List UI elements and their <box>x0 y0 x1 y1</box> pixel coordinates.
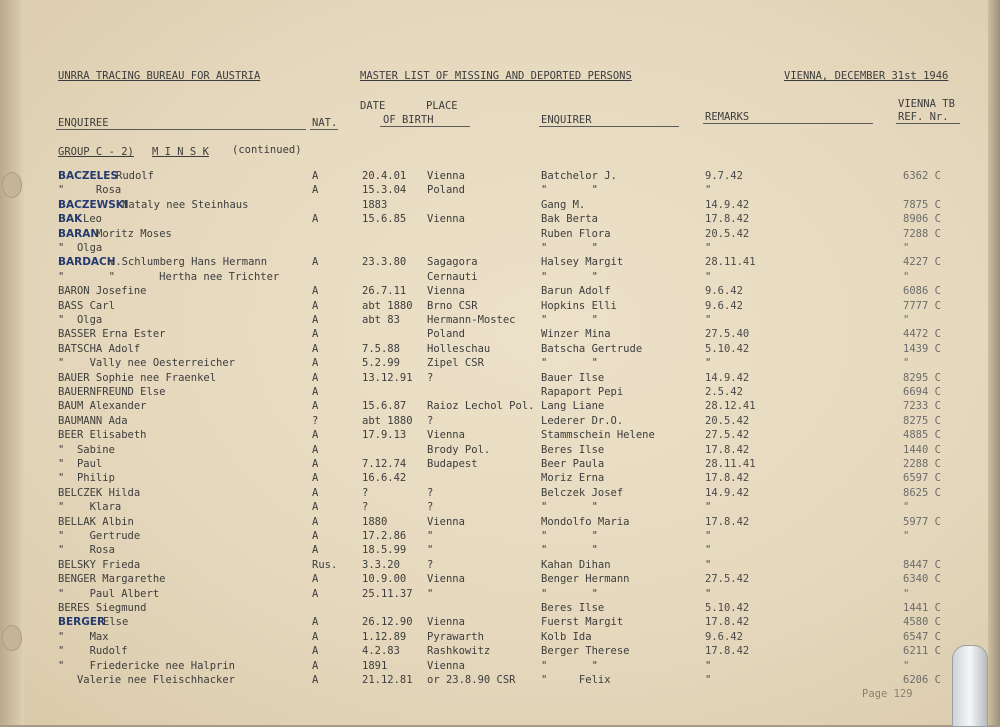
birth-place: Pyrawarth <box>427 631 484 643</box>
birth-date: 25.11.37 <box>362 588 413 600</box>
nationality: A <box>312 400 319 412</box>
ref-number: 1440 C <box>903 444 941 456</box>
birth-place: ? <box>427 501 434 513</box>
col-date: DATE <box>360 100 386 112</box>
birth-place: Vienna <box>427 285 465 297</box>
ref-number: 4580 C <box>903 616 941 628</box>
birth-place: Cernauti <box>427 271 478 283</box>
enquiree-name: BELSKY Frieda <box>58 559 141 571</box>
col-ref-1: VIENNA TB <box>898 98 955 110</box>
remarks: 28.12.41 <box>705 400 756 412</box>
enquirer: " " <box>541 660 598 672</box>
page-number: Page 129 <box>862 688 913 700</box>
birth-place: Zipel CSR <box>427 357 484 369</box>
col-remarks: REMARKS <box>705 111 750 123</box>
birth-place: Sagagora <box>427 256 478 268</box>
remarks: 14.9.42 <box>705 487 750 499</box>
nationality: A <box>312 487 319 499</box>
surname-stamp: BARAN <box>58 228 100 240</box>
birth-place: Vienna <box>427 213 465 225</box>
birth-date: 15.3.04 <box>362 184 407 196</box>
enquiree-name: BEER Elisabeth <box>58 429 147 441</box>
birth-place: Vienna <box>427 170 465 182</box>
nationality: A <box>312 616 319 628</box>
header-underline <box>703 123 873 124</box>
enquirer: Lang Liane <box>541 400 605 412</box>
birth-place: Budapest <box>427 458 478 470</box>
surname-stamp: BARDACH <box>58 256 116 268</box>
enquirer: " " <box>541 357 598 369</box>
birth-date: 10.9.00 <box>362 573 407 585</box>
birth-date: 1891 <box>362 660 388 672</box>
enquirer: Benger Hermann <box>541 573 630 585</box>
nationality: A <box>312 544 319 556</box>
remarks: " <box>705 314 712 326</box>
enquiree-name: Moritz Moses <box>96 228 172 240</box>
col-ref-2: REF. Nr. <box>898 111 949 123</box>
ref-number: 8295 C <box>903 372 941 384</box>
birth-date: 4.2.83 <box>362 645 400 657</box>
group-name: M I N S K <box>152 146 209 158</box>
nationality: A <box>312 501 319 513</box>
birth-date: ? <box>362 487 369 499</box>
remarks: 20.5.42 <box>705 415 750 427</box>
nationality: A <box>312 213 319 225</box>
enquiree-name: " Olga <box>58 314 103 326</box>
enquiree-name: Valerie nee Fleischhacker <box>58 674 236 686</box>
nationality: A <box>312 573 319 585</box>
punch-hole <box>2 172 22 198</box>
birth-date: 1883 <box>362 199 388 211</box>
birth-place: ? <box>427 415 434 427</box>
remarks: " <box>705 544 712 556</box>
nationality: A <box>312 343 319 355</box>
enquiree-name: BARON Josefine <box>58 285 147 297</box>
nationality: A <box>312 631 319 643</box>
remarks: 20.5.42 <box>705 228 750 240</box>
remarks: 14.9.42 <box>705 372 750 384</box>
birth-date: 20.4.01 <box>362 170 407 182</box>
enquirer: " " <box>541 530 598 542</box>
ref-number: 6694 C <box>903 386 941 398</box>
birth-date: abt 83 <box>362 314 400 326</box>
header-underline <box>539 126 679 127</box>
birth-date: 15.6.85 <box>362 213 407 225</box>
enquiree-name: " Sabine <box>58 444 115 456</box>
birth-date: 13.12.91 <box>362 372 413 384</box>
ref-number: 7777 C <box>903 300 941 312</box>
enquiree-name: Else <box>103 616 129 628</box>
enquiree-name: " Olga <box>58 242 103 254</box>
enquiree-name: " Rosa <box>58 184 122 196</box>
birth-place: Vienna <box>427 573 465 585</box>
col-enquirer: ENQUIRER <box>541 114 592 126</box>
page-edge <box>988 0 1000 725</box>
ref-number: " <box>903 588 910 600</box>
header-underline <box>310 129 338 130</box>
header-underline <box>380 126 470 127</box>
ref-number: 4885 C <box>903 429 941 441</box>
nationality: A <box>312 256 319 268</box>
enquiree-name: BELCZEK Hilda <box>58 487 141 499</box>
birth-date: 15.6.87 <box>362 400 407 412</box>
ref-number: 6362 C <box>903 170 941 182</box>
birth-date: 26.12.90 <box>362 616 413 628</box>
remarks: 17.8.42 <box>705 213 750 225</box>
nationality: A <box>312 170 319 182</box>
ref-number: 8625 C <box>903 487 941 499</box>
enquirer: Beer Paula <box>541 458 605 470</box>
ref-number: 7233 C <box>903 400 941 412</box>
birth-place: ? <box>427 559 434 571</box>
enquirer: Halsey Margit <box>541 256 624 268</box>
nationality: A <box>312 328 319 340</box>
enquirer: Hopkins Elli <box>541 300 617 312</box>
enquirer: " " <box>541 314 598 326</box>
enquiree-name: " Vally nee Oesterreicher <box>58 357 236 369</box>
enquiree-name: BAUMANN Ada <box>58 415 128 427</box>
remarks: 28.11.41 <box>705 256 756 268</box>
group-prefix: GROUP C - 2) <box>58 146 134 158</box>
ref-number: 5977 C <box>903 516 941 528</box>
group-suffix: (continued) <box>232 144 302 156</box>
enquiree-name: " Klara <box>58 501 122 513</box>
remarks: " <box>705 184 712 196</box>
enquirer: Batscha Gertrude <box>541 343 643 355</box>
birth-date: 23.3.80 <box>362 256 407 268</box>
nationality: A <box>312 444 319 456</box>
ref-number: 8447 C <box>903 559 941 571</box>
ref-number: 7288 C <box>903 228 941 240</box>
ref-number: " <box>903 357 910 369</box>
nationality: A <box>312 530 319 542</box>
enquiree-name: BENGER Margarethe <box>58 573 166 585</box>
enquirer: Stammschein Helene <box>541 429 655 441</box>
enquirer: Lederer Dr.O. <box>541 415 624 427</box>
ref-number: 4472 C <box>903 328 941 340</box>
enquiree-name: " Rudolf <box>58 645 128 657</box>
enquiree-name: BASS Carl <box>58 300 115 312</box>
col-nat: NAT. <box>312 117 338 129</box>
nationality: A <box>312 285 319 297</box>
birth-date: 18.5.99 <box>362 544 407 556</box>
nationality: A <box>312 674 319 686</box>
col-of-birth: OF BIRTH <box>383 114 434 126</box>
remarks: 9.7.42 <box>705 170 743 182</box>
birth-place: Raioz Lechol Pol. <box>427 400 535 412</box>
ref-number: 7875 C <box>903 199 941 211</box>
birth-place: Vienna <box>427 429 465 441</box>
remarks: 27.5.40 <box>705 328 750 340</box>
enquiree-name: " Friedericke nee Halprin <box>58 660 236 672</box>
nationality: A <box>312 372 319 384</box>
remarks: 17.8.42 <box>705 645 750 657</box>
birth-place: Brody Pol. <box>427 444 491 456</box>
enquirer: Fuerst Margit <box>541 616 624 628</box>
list-date: VIENNA, DECEMBER 31st 1946 <box>784 70 949 82</box>
enquiree-name: Nataly nee Steinhaus <box>122 199 249 211</box>
nationality: A <box>312 184 319 196</box>
birth-date: ? <box>362 501 369 513</box>
remarks: 9.6.42 <box>705 300 743 312</box>
birth-date: 3.3.20 <box>362 559 400 571</box>
enquirer: " " <box>541 544 598 556</box>
birth-place: Vienna <box>427 516 465 528</box>
enquirer: Beres Ilse <box>541 444 605 456</box>
remarks: " <box>705 271 712 283</box>
nationality: Rus. <box>312 559 338 571</box>
remarks: 14.9.42 <box>705 199 750 211</box>
birth-date: 7.12.74 <box>362 458 407 470</box>
birth-place: Holleschau <box>427 343 491 355</box>
ref-number: " <box>903 501 910 513</box>
enquirer: Kolb Ida <box>541 631 592 643</box>
birth-date: abt 1880 <box>362 415 413 427</box>
ref-number: 6340 C <box>903 573 941 585</box>
enquirer: " " <box>541 184 598 196</box>
remarks: " <box>705 501 712 513</box>
nationality: A <box>312 660 319 672</box>
birth-date: 1.12.89 <box>362 631 407 643</box>
birth-place: Poland <box>427 184 465 196</box>
enquirer: Mondolfo Maria <box>541 516 630 528</box>
enquiree-name: BASSER Erna Ester <box>58 328 166 340</box>
enquirer: Kahan Dihan <box>541 559 611 571</box>
enquirer: Batchelor J. <box>541 170 617 182</box>
enquirer: Rapaport Pepi <box>541 386 624 398</box>
ref-number: 6206 C <box>903 674 941 686</box>
enquirer: Winzer Mina <box>541 328 611 340</box>
birth-place: Vienna <box>427 616 465 628</box>
enquirer: Barun Adolf <box>541 285 611 297</box>
binding-edge <box>0 0 24 725</box>
surname-stamp: BACZEWSKI <box>58 199 128 211</box>
remarks: 2.5.42 <box>705 386 743 398</box>
nationality: A <box>312 314 319 326</box>
enquirer: Ruben Flora <box>541 228 611 240</box>
birth-date: 5.2.99 <box>362 357 400 369</box>
enquirer: Berger Therese <box>541 645 630 657</box>
ref-number: 6211 C <box>903 645 941 657</box>
enquiree-name: " Gertrude <box>58 530 141 542</box>
birth-date: 17.2.86 <box>362 530 407 542</box>
birth-place: " <box>427 588 434 600</box>
birth-date: 1880 <box>362 516 388 528</box>
birth-place: ? <box>427 372 434 384</box>
enquiree-name: v.Schlumberg Hans Hermann <box>109 256 268 268</box>
enquiree-name: " Philip <box>58 472 115 484</box>
nationality: A <box>312 588 319 600</box>
ref-number: " <box>903 242 910 254</box>
birth-place: Vienna <box>427 660 465 672</box>
surname-stamp: BERGER <box>58 616 106 628</box>
enquirer: Bak Berta <box>541 213 598 225</box>
remarks: 17.8.42 <box>705 616 750 628</box>
remarks: 5.10.42 <box>705 602 750 614</box>
ref-number: 6086 C <box>903 285 941 297</box>
remarks: " <box>705 242 712 254</box>
enquirer: Gang M. <box>541 199 586 211</box>
birth-place: Poland <box>427 328 465 340</box>
birth-place: Brno CSR <box>427 300 478 312</box>
ref-number: " <box>903 271 910 283</box>
ref-number: 8906 C <box>903 213 941 225</box>
bureau-title: UNRRA TRACING BUREAU FOR AUSTRIA <box>58 70 261 82</box>
enquirer: Belczek Josef <box>541 487 624 499</box>
birth-date: abt 1880 <box>362 300 413 312</box>
enquiree-name: BERES Siegmund <box>58 602 147 614</box>
enquiree-name: " " Hertha nee Trichter <box>58 271 280 283</box>
ref-number: " <box>903 660 910 672</box>
birth-place: " <box>427 544 434 556</box>
nationality: A <box>312 472 319 484</box>
nationality: A <box>312 645 319 657</box>
list-title: MASTER LIST OF MISSING AND DEPORTED PERSONS <box>360 70 632 82</box>
header-underline <box>56 129 306 130</box>
nationality: A <box>312 300 319 312</box>
nationality: A <box>312 516 319 528</box>
enquiree-name: " Paul Albert <box>58 588 160 600</box>
paper-clip <box>952 645 988 727</box>
enquirer: " Felix <box>541 674 611 686</box>
remarks: " <box>705 559 712 571</box>
ref-number: " <box>903 530 910 542</box>
enquiree-name: BAUERNFREUND Else <box>58 386 166 398</box>
enquiree-name: Rudolf <box>116 170 154 182</box>
enquirer: Bauer Ilse <box>541 372 605 384</box>
punch-hole <box>2 625 22 651</box>
birth-place: or 23.8.90 CSR <box>427 674 516 686</box>
birth-date: 17.9.13 <box>362 429 407 441</box>
remarks: " <box>705 357 712 369</box>
birth-place: ? <box>427 487 434 499</box>
surname-stamp: BACZELES <box>58 170 119 182</box>
ref-number: 4227 C <box>903 256 941 268</box>
remarks: 27.5.42 <box>705 573 750 585</box>
ref-number: 6597 C <box>903 472 941 484</box>
remarks: " <box>705 660 712 672</box>
ref-number: 6547 C <box>903 631 941 643</box>
remarks: 5.10.42 <box>705 343 750 355</box>
remarks: 17.8.42 <box>705 444 750 456</box>
enquiree-name: Leo <box>83 213 102 225</box>
col-enquiree: ENQUIREE <box>58 117 109 129</box>
birth-date: 16.6.42 <box>362 472 407 484</box>
enquiree-name: BAUM Alexander <box>58 400 147 412</box>
enquiree-name: BATSCHA Adolf <box>58 343 141 355</box>
enquirer: " " <box>541 271 598 283</box>
enquiree-name: BAUER Sophie nee Fraenkel <box>58 372 217 384</box>
enquirer: " " <box>541 588 598 600</box>
nationality: ? <box>312 415 319 427</box>
nationality: A <box>312 357 319 369</box>
enquirer: " " <box>541 242 598 254</box>
birth-date: 26.7.11 <box>362 285 407 297</box>
nationality: A <box>312 429 319 441</box>
enquiree-name: " Paul <box>58 458 103 470</box>
ref-number: 1439 C <box>903 343 941 355</box>
enquirer: Moriz Erna <box>541 472 605 484</box>
remarks: 17.8.42 <box>705 516 750 528</box>
nationality: A <box>312 458 319 470</box>
col-place: PLACE <box>426 100 458 112</box>
remarks: " <box>705 588 712 600</box>
enquirer: Beres Ilse <box>541 602 605 614</box>
remarks: " <box>705 674 712 686</box>
remarks: 28.11.41 <box>705 458 756 470</box>
birth-place: Hermann-Mostec <box>427 314 516 326</box>
remarks: 9.6.42 <box>705 285 743 297</box>
remarks: 9.6.42 <box>705 631 743 643</box>
birth-date: 7.5.88 <box>362 343 400 355</box>
birth-place: " <box>427 530 434 542</box>
ref-number: 2288 C <box>903 458 941 470</box>
enquiree-name: BELLAK Albin <box>58 516 134 528</box>
nationality: A <box>312 386 319 398</box>
birth-place: Rashkowitz <box>427 645 491 657</box>
remarks: 27.5.42 <box>705 429 750 441</box>
remarks: 17.8.42 <box>705 472 750 484</box>
enquirer: " " <box>541 501 598 513</box>
enquiree-name: " Max <box>58 631 109 643</box>
ref-number: 8275 C <box>903 415 941 427</box>
remarks: " <box>705 530 712 542</box>
header-underline <box>896 123 960 124</box>
ref-number: 1441 C <box>903 602 941 614</box>
enquiree-name: " Rosa <box>58 544 115 556</box>
birth-date: 21.12.81 <box>362 674 413 686</box>
surname-stamp: BAK <box>58 213 83 225</box>
ref-number: " <box>903 314 910 326</box>
